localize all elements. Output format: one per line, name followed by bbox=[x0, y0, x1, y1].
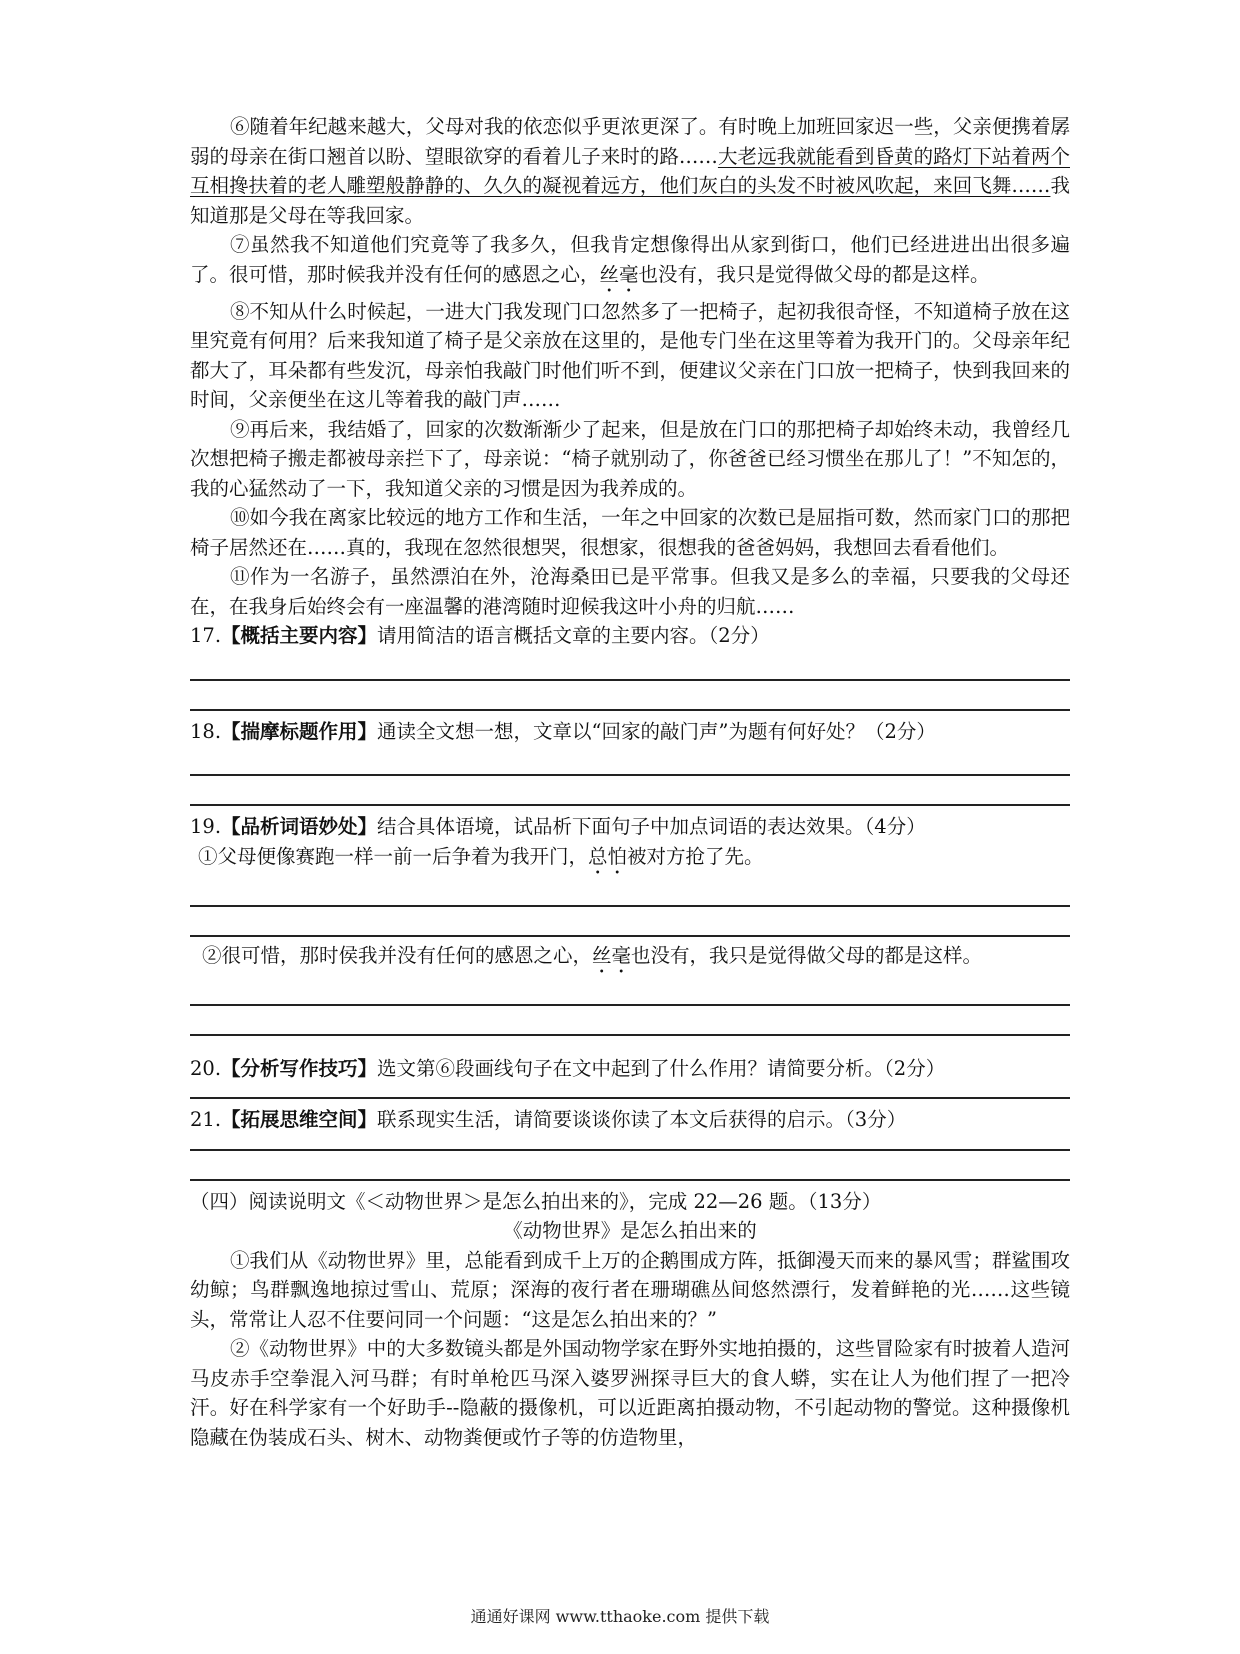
question-18 bbox=[190, 717, 1070, 747]
q19-2-dotted-word: 丝毫 bbox=[592, 943, 632, 967]
article-paragraph-1: ①我们从《动物世界》里，总能看到成千上万的企鹅围成方阵，抵御漫天而来的暴风雪；群鲨围攻幼鲸；鸟群飘逸地掠过雪山、荒原；深海的夜行者在珊瑚礁丛间悠然漂行，发着鲜艳的光……这些镜头，常常让人忍不住要问同一个问题：“这是怎么拍出来的？” bbox=[190, 1248, 1070, 1331]
paragraph-6 bbox=[190, 112, 1070, 230]
paragraph-10: ⑩如今我在离家比较远的地方工作和生活，一年之中回家的次数已是屈指可数，然而家门口的那把椅子居然还在……真的，我现在忽然很想哭，很想家，很想我的爸爸妈妈，我想回去看看他们。 bbox=[190, 506, 1070, 559]
document-page bbox=[190, 112, 1070, 1452]
q19-1-dotted-word: 总怕 bbox=[588, 844, 628, 868]
q18-text: 通读全文想一想，文章以“回家的敲门声”为题有何好处？（2分） bbox=[377, 719, 936, 743]
q18-number: 18. bbox=[190, 719, 222, 743]
q20-tag: 【分析写作技巧】 bbox=[221, 1056, 378, 1080]
question-21 bbox=[190, 1105, 1070, 1135]
question-20 bbox=[190, 1054, 1070, 1084]
question-17 bbox=[190, 621, 1070, 651]
q19-2-text: ②很可惜，那时侯我并没有任何的感恩之心， bbox=[202, 943, 593, 967]
q21-number: 21. bbox=[190, 1108, 222, 1131]
article-paragraph-2: ②《动物世界》中的大多数镜头都是外国动物学家在野外实地拍摄的，这些冒险家有时披着人造河马皮赤手空拳混入河马群；有时单枪匹马深入婆罗洲探寻巨大的食人蟒，实在让人为他们捏了一把冷汗。好在科学家有一个好助手--隐蔽的摄像机，可以近距离拍摄动物，不引起动物的警觉。这种摄像机隐藏在伪装成石头、树木、动物粪便或竹子等的仿造物里， bbox=[190, 1337, 1070, 1449]
q18-tag: 【揣摩标题作用】 bbox=[221, 719, 378, 743]
q19-text: 结合具体语境，试品析下面句子中加点词语的表达效果。（4分） bbox=[377, 815, 926, 838]
q19-tag: 【品析词语妙处】 bbox=[221, 815, 378, 838]
p6-text-end: 我知道那是父母在等我回家。 bbox=[190, 174, 1070, 227]
question-19-item-1 bbox=[190, 842, 1070, 879]
p6-text: ⑥随着年纪越来越大，父母对我的依恋似乎更浓更深了。有时晚上加班回家迟一些，父亲便携着孱弱的母亲在街口翘首以盼、望眼欲穿的看着儿子来时的路…… bbox=[190, 115, 1070, 168]
q19-1-text-end: 被对方抢了先。 bbox=[627, 844, 764, 868]
section-4-heading: （四）阅读说明文《＜动物世界＞是怎么拍出来的》，完成 22—26 题。（13分） bbox=[190, 1189, 882, 1213]
q19-number: 19. bbox=[190, 815, 222, 838]
q19-1-text: ①父母便像赛跑一样一前一后争着为我开门， bbox=[198, 844, 589, 868]
p7-dotted-word: 丝毫 bbox=[599, 262, 639, 286]
paragraph-7 bbox=[190, 230, 1070, 297]
article-title: 《动物世界》是怎么拍出来的 bbox=[503, 1219, 757, 1242]
p6-underlined-sentence: 大老远我就能看到昏黄的路灯下站着两个互相搀扶着的老人雕塑般静静的、久久的凝视着远方，他们灰白的头发不时被风吹起，来回飞舞…… bbox=[190, 144, 1070, 197]
paragraph-9: ⑨再后来，我结婚了，回家的次数渐渐少了起来，但是放在门口的那把椅子却始终未动，我曾经几次想把椅子搬走都被母亲拦下了，母亲说：“椅子就别动了，你爸爸已经习惯坐在那儿了！”不知怎的，我的心猛然动了一下，我知道父亲的习惯是因为我养成的。 bbox=[190, 417, 1070, 500]
q21-text: 联系现实生活，请简要谈谈你读了本文后获得的启示。（3分） bbox=[377, 1108, 907, 1131]
question-19 bbox=[190, 812, 1070, 842]
question-19-item-2 bbox=[190, 941, 1070, 978]
p7-text: ⑦虽然我不知道他们究竟等了我多久，但我肯定想像得出从家到街口，他们已经进进出出很多遍了。很可惜，那时候我并没有任何的感恩之心， bbox=[190, 233, 1070, 286]
q17-text: 请用简洁的语言概括文章的主要内容。（2分） bbox=[377, 624, 770, 647]
q17-tag: 【概括主要内容】 bbox=[221, 624, 378, 647]
q21-tag: 【拓展思维空间】 bbox=[221, 1108, 378, 1131]
q19-2-text-end: 也没有，我只是觉得做父母的都是这样。 bbox=[631, 943, 983, 967]
q20-text: 选文第⑥段画线句子在文中起到了什么作用？请简要分析。（2分） bbox=[377, 1056, 946, 1080]
p7-text-end: 也没有，我只是觉得做父母的都是这样。 bbox=[638, 262, 990, 286]
paragraph-8: ⑧不知从什么时候起，一进大门我发现门口忽然多了一把椅子，起初我很奇怪，不知道椅子放在这里究竟有何用？后来我知道了椅子是父亲放在这里的，是他专门坐在这里等着为我开门的。父母亲年纪都大了，耳朵都有些发沉，母亲怕我敲门时他们听不到，便建议父亲在门口放一把椅子，快到我回来的时间，父亲便坐在这儿等着我的敲门声…… bbox=[190, 299, 1070, 411]
q20-number: 20. bbox=[190, 1056, 222, 1080]
footer-credit: 通通好课网 www.tthaoke.com 提供下载 bbox=[470, 1607, 770, 1626]
paragraph-11: ⑪作为一名游子，虽然漂泊在外，沧海桑田已是平常事。但我又是多么的幸福，只要我的父母还在，在我身后始终会有一座温馨的港湾随时迎候我这叶小舟的归航…… bbox=[190, 565, 1070, 618]
q17-number: 17. bbox=[190, 624, 222, 647]
